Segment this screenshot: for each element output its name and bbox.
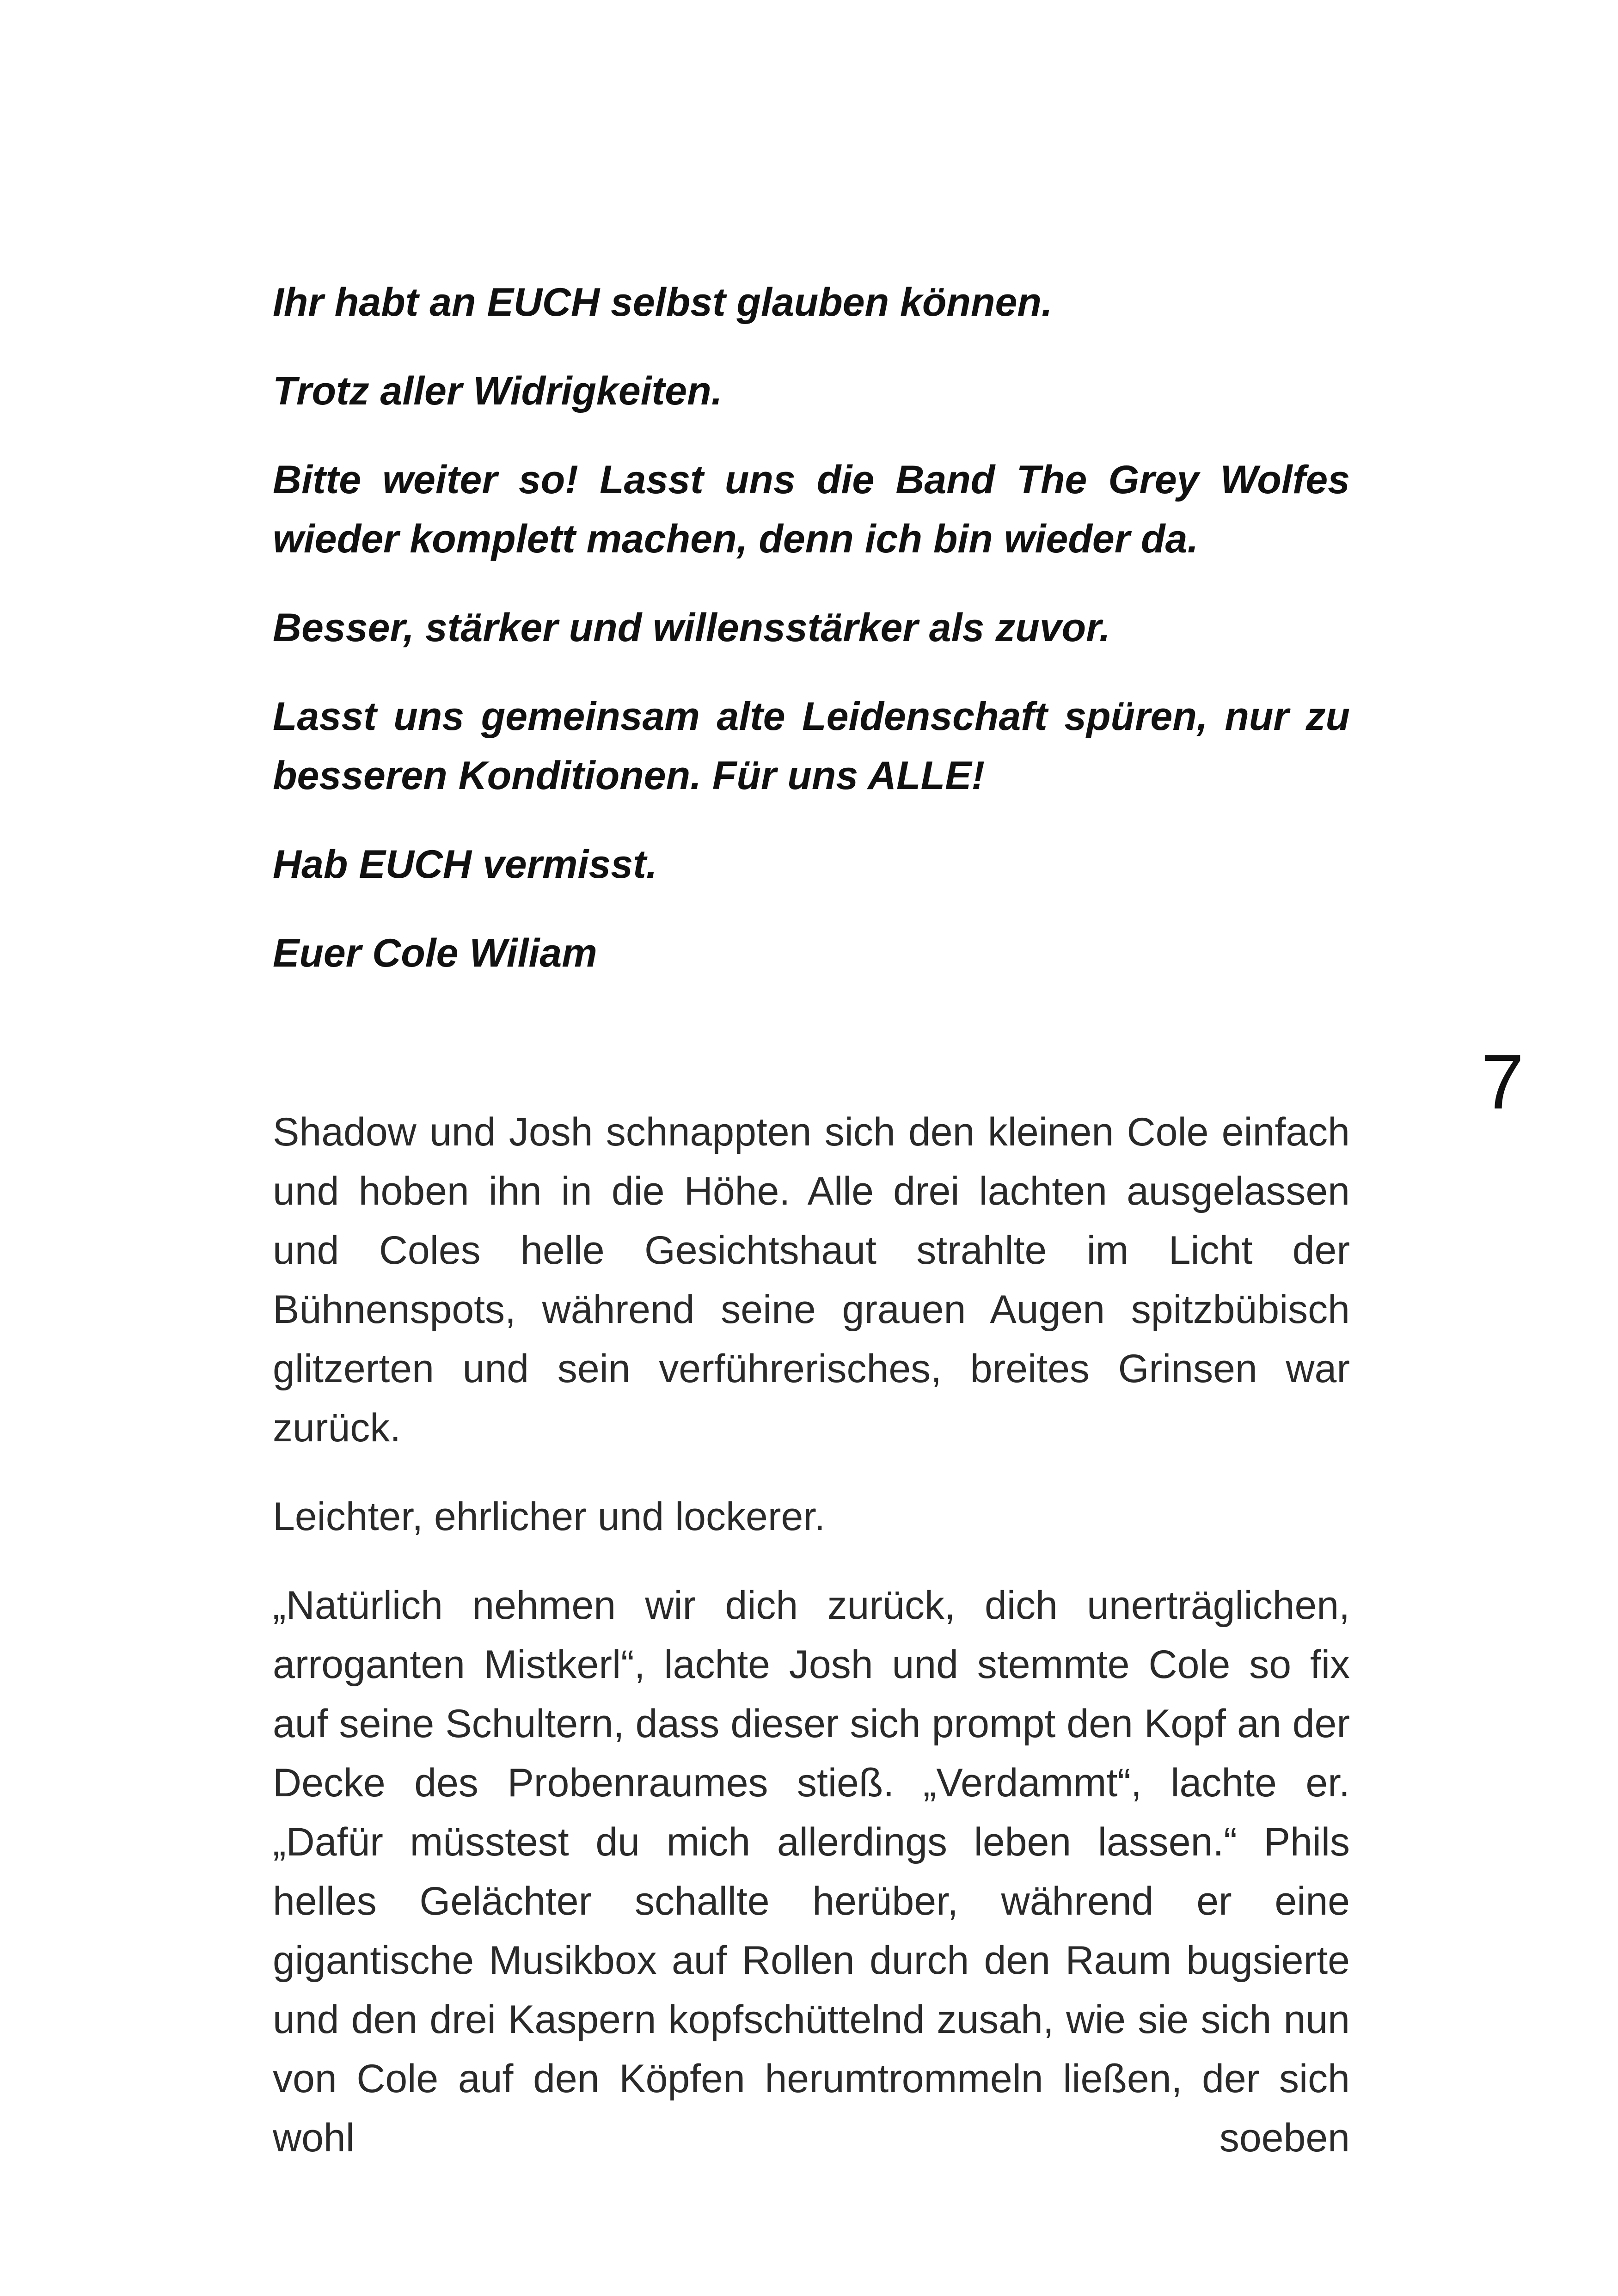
letter-line: Bitte weiter so! Lasst uns die Band The Grey Wolfes wieder komplett machen, denn ich bin wieder da. — [273, 458, 1350, 561]
letter-line: Lasst uns gemeinsam alte Leidenschaft spüren, nur zu besseren Konditionen. Für uns ALLE! — [273, 694, 1350, 798]
letter-line: Besser, stärker und willensstärker als zuvor. — [273, 606, 1110, 650]
letter-excerpt — [273, 273, 1350, 1012]
letter-line: Trotz aller Widrigkeiten. — [273, 369, 723, 413]
letter-line: Ihr habt an EUCH selbst glauben können. — [273, 280, 1053, 325]
body-paragraph: Leichter, ehrlicher und lockerer. — [273, 1494, 826, 1539]
letter-line: Hab EUCH vermisst. — [273, 842, 657, 887]
letter-signature: Euer Cole Wiliam — [273, 931, 597, 975]
chapter-number: 7 — [1481, 1038, 1524, 1125]
body-paragraph: „Natürlich nehmen wir dich zurück, dich unerträglichen, arroganten Mistkerl“, lachte Josh und stemmte Cole so fix auf seine Schultern, dass dieser sich prompt den Kopf an der Decke des Probenraumes stieß. „Verdammt“, lachte er. „Dafür müsstest du mich allerdings leben lassen.“ Phils helles Gelächter schallte herüber, während er eine gigantische Musikbox auf Rollen durch den Raum bugsierte und den drei Kaspern kopfschüttelnd zusah, wie sie sich nun von Cole auf den Köpfen herumtrommeln ließen, der sich wohl soeben — [273, 1583, 1350, 2160]
chapter-body — [273, 1102, 1350, 2197]
body-paragraph: Shadow und Josh schnappten sich den kleinen Cole einfach und hoben ihn in die Höhe. Alle drei lachten ausgelassen und Coles helle Gesichtshaut strahlte im Licht der Bühnenspots, während seine grauen Augen spitzbübisch glitzerten und sein verführerisches, breites Grinsen war zurück. — [273, 1110, 1350, 1450]
